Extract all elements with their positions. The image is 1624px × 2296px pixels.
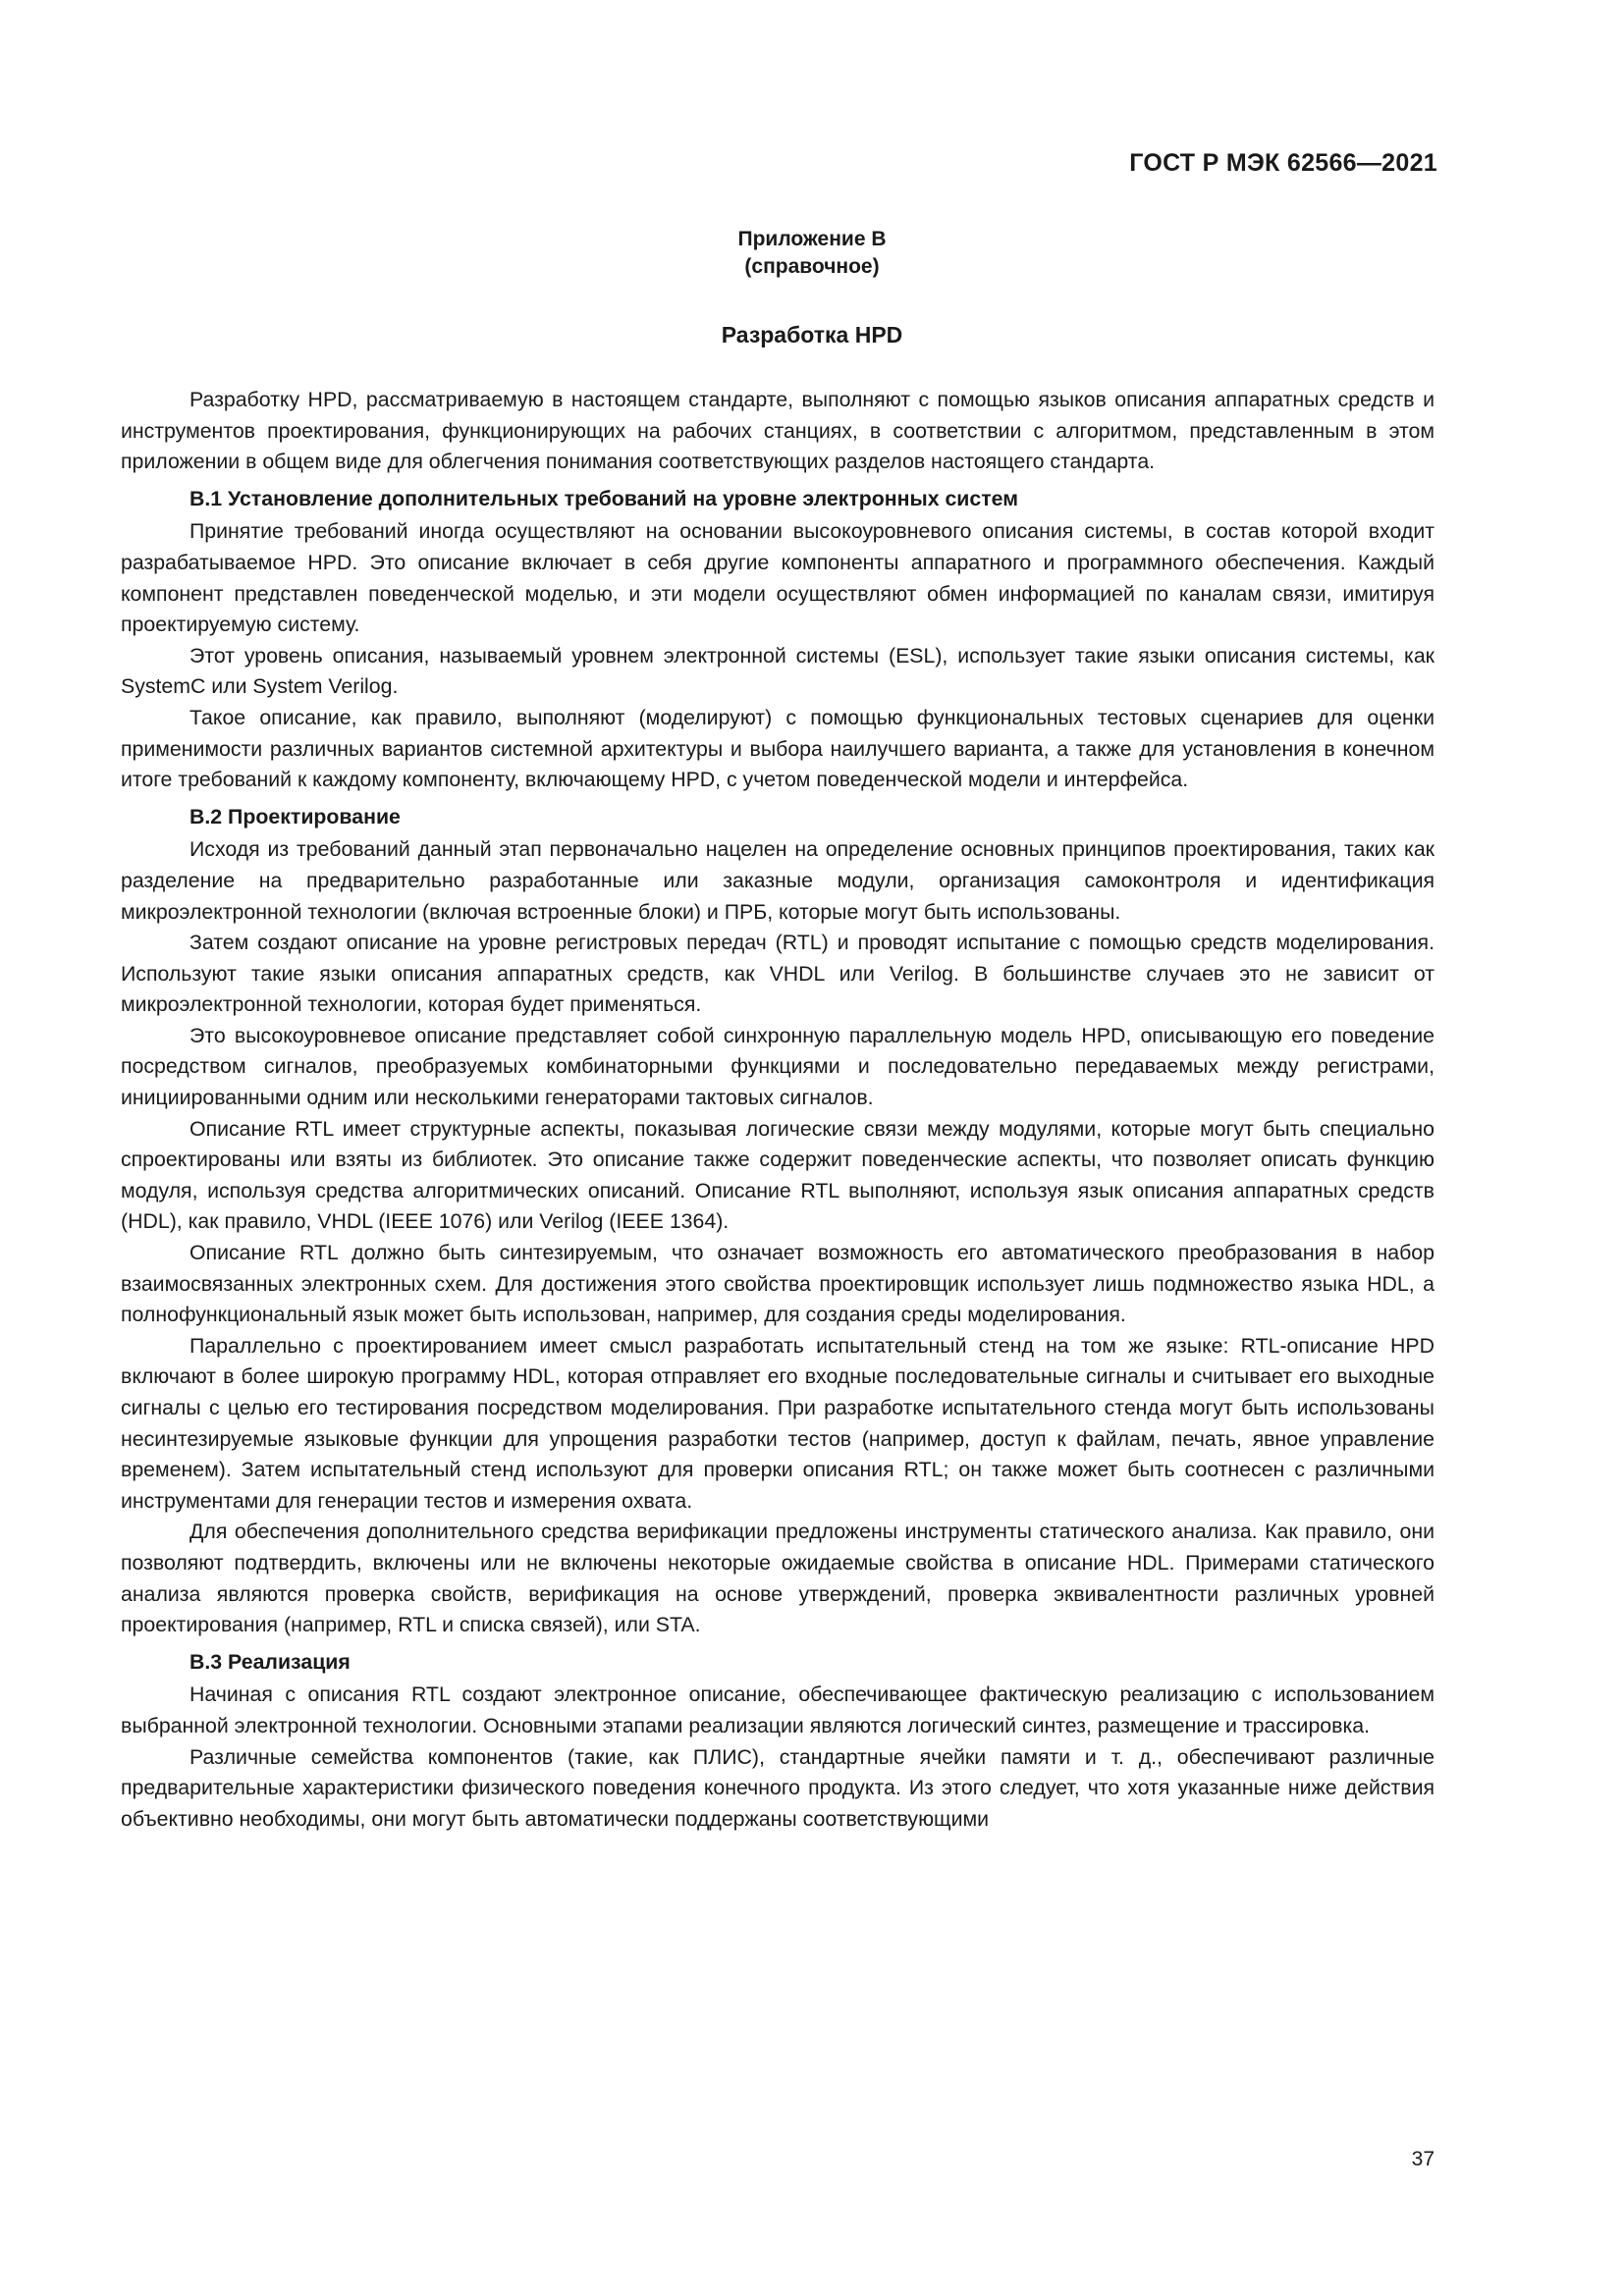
- paragraph: Описание RTL имеет структурные аспекты, показывая логические связи между модулями, которые могут быть специально спроектированы или взяты из библиотек. Это описание также содержит поведенческие аспекты, что позволяет описать функцию модуля, используя средства алгоритмических описаний. Описание RTL выполняют, используя язык описания аппаратных средств (HDL), как правило, VHDL (IEEE 1076) или Verilog (IEEE 1364).: [121, 1116, 1435, 1234]
- document-body: [121, 385, 1435, 1835]
- paragraph: Этот уровень описания, называемый уровнем электронной системы (ESL), использует такие языки описания системы, как SystemC или System Verilog.: [121, 643, 1435, 699]
- paragraph: Это высокоуровневое описание представляет собой синхронную параллельную модель HPD, описывающую его поведение посредством сигналов, преобразуемых комбинаторными функциями и последовательно передаваемых между регистрами, инициированными одним или несколькими генераторами тактовых сигналов.: [121, 1023, 1435, 1110]
- paragraph: Исходя из требований данный этап первоначально нацелен на определение основных принципов проектирования, таких как разделение на предварительно разработанные или заказные модули, организация самоконтроля и идентификация микроэлектронной технологии (включая встроенные блоки) и ПРБ, которые могут быть использованы.: [121, 837, 1435, 924]
- section-heading-b1: В.1 Установление дополнительных требований на уровне электронных систем: [189, 486, 1018, 510]
- paragraph: Различные семейства компонентов (такие, как ПЛИС), стандартные ячейки памяти и т. д., обеспечивают различные предварительные характеристики физического поведения конечного продукта. Из этого следует, что хотя указанные ниже действия объективно необходимы, они могут быть автоматически поддержаны соответствующими: [121, 1744, 1435, 1831]
- page-number: 37: [1411, 2148, 1435, 2170]
- paragraph: Принятие требований иногда осуществляют на основании высокоуровневого описания системы, в состав которой входит разрабатываемое HPD. Это описание включает в себя другие компоненты аппаратного и программного обеспечения. Каждый компонент представлен поведенческой моделью, и эти модели осуществляют обмен информацией по каналам связи, имитируя проектируемую систему.: [121, 519, 1435, 637]
- appendix-label: Приложение В: [737, 228, 887, 250]
- section-heading-b2: В.2 Проектирование: [189, 804, 401, 828]
- paragraph: Такое описание, как правило, выполняют (моделируют) с помощью функциональных тестовых сценариев для оценки применимости различных вариантов системной архитектуры и выбора наилучшего варианта, а также для установления в конечном итоге требований к каждому компоненту, включающему HPD, с учетом поведенческой модели и интерфейса.: [121, 705, 1435, 792]
- appendix-title: Разработка HPD: [721, 322, 903, 347]
- section-heading-b3: В.3 Реализация: [189, 1649, 351, 1674]
- paragraph: Для обеспечения дополнительного средства верификации предложены инструменты статического анализа. Как правило, они позволяют подтвердить, включены или не включены некоторые ожидаемые свойства в описание HDL. Примерами статического анализа являются проверка свойств, верификация на основе утверждений, проверка эквивалентности различных уровней проектирования (например, RTL и списка связей), или STA.: [121, 1520, 1435, 1637]
- appendix-heading: [0, 226, 1624, 281]
- paragraph: Затем создают описание на уровне регистровых передач (RTL) и проводят испытание с помощью средств моделирования. Используют такие языки описания аппаратных средств, как VHDL или Verilog. В большинстве случаев это не зависит от микроэлектронной технологии, которая будет применяться.: [121, 931, 1435, 1017]
- paragraph: Описание RTL должно быть синтезируемым, что означает возможность его автоматического преобразования в набор взаимосвязанных электронных схем. Для достижения этого свойства проектировщик использует лишь подмножество языка HDL, а полнофункциональный язык может быть использован, например, для создания среды моделирования.: [121, 1241, 1435, 1327]
- paragraph: Разработку HPD, рассматриваемую в настоящем стандарте, выполняют с помощью языков описания аппаратных средств и инструментов проектирования, функционирующих на рабочих станциях, в соответствии с алгоритмом, представленным в этом приложении в общем виде для облегчения понимания соответствующих разделов настоящего стандарта.: [121, 388, 1435, 474]
- standard-code: ГОСТ Р МЭК 62566—2021: [1129, 149, 1437, 177]
- paragraph: Параллельно с проектированием имеет смысл разработать испытательный стенд на том же языке: RTL-описание HPD включают в более широкую программу HDL, которая отправляет его входные последовательные сигналы и считывает его выходные сигналы с целью его тестирования посредством моделирования. При разработке испытательного стенда могут быть использованы несинтезируемые языковые функции для упрощения разработки тестов (например, доступ к файлам, печать, явное управление временем). Затем испытательный стенд используют для проверки описания RTL; он также может быть соотнесен с различными инструментами для генерации тестов и измерения охвата.: [121, 1333, 1435, 1513]
- appendix-type: (справочное): [744, 255, 880, 278]
- paragraph: Начиная с описания RTL создают электронное описание, обеспечивающее фактическую реализацию с использованием выбранной электронной технологии. Основными этапами реализации являются логический синтез, размещение и трассировка.: [121, 1682, 1435, 1737]
